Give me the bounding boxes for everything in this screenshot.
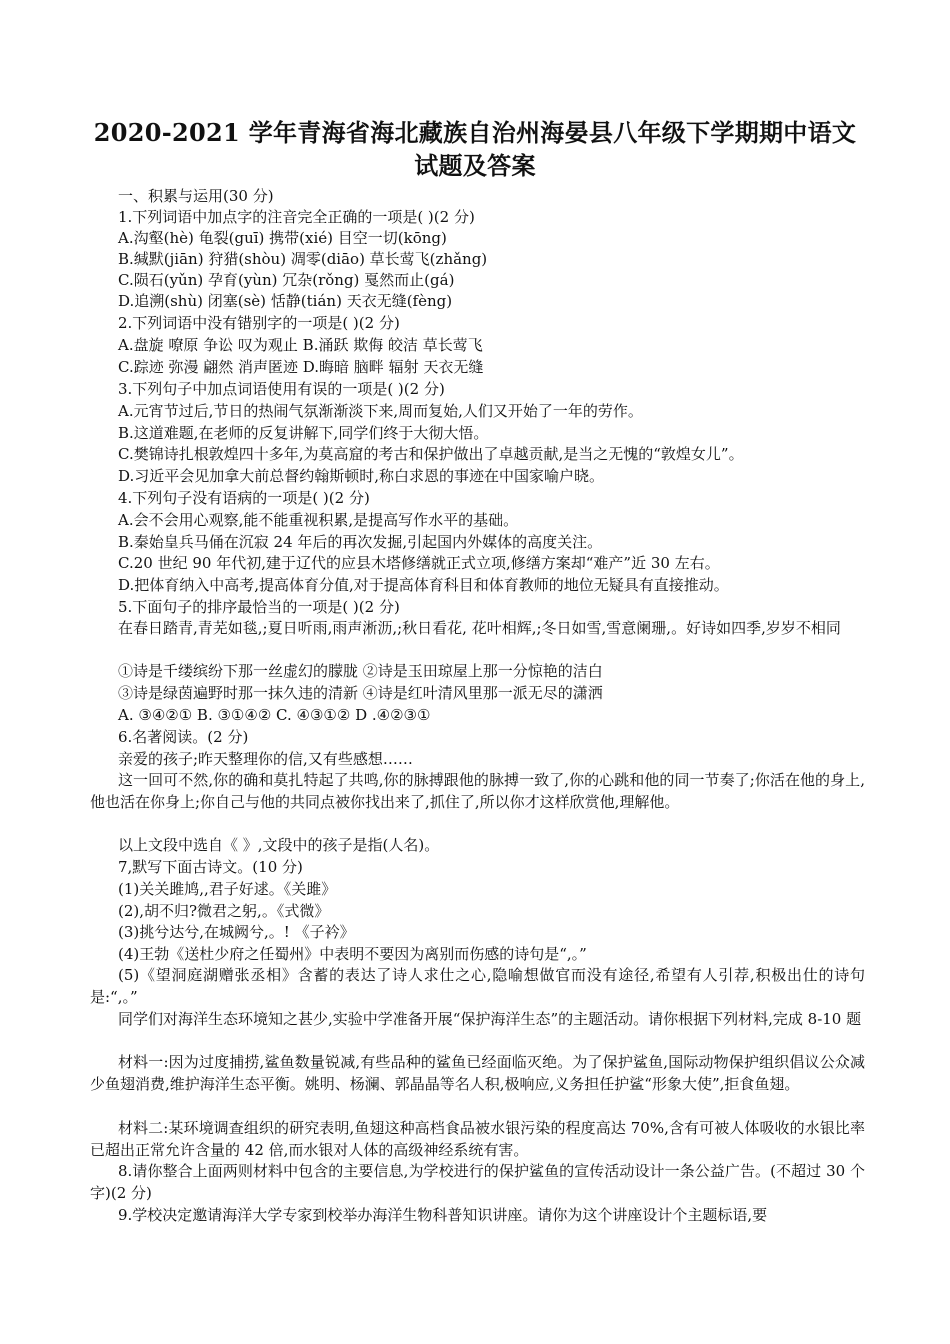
- q5-sentences-2: ③诗是绿茵遍野时那一抹久违的清新 ④诗是红叶清风里那一派无尽的潇洒: [118, 684, 603, 702]
- q4-option-b: B.秦始皇兵马俑在沉寂 24 年后的再次发掘,引起国内外媒体的高度关注。: [118, 533, 603, 551]
- material-1: 材料一:因为过度捕捞,鲨鱼数量锐减,有些品种的鲨鱼已经面临灭绝。为了保护鲨鱼,国际动物保护组织倡议公众减少鱼翅消费,维护海洋生态平衡。姚明、杨澜、郭晶晶等名人积,极响应,义务担任护鲨“形象大使”,拒食鱼翅。: [90, 1053, 865, 1093]
- title-line-1: 2020-2021 学年青海省海北藏族自治州海晏县八年级下学期期中语文: [93, 118, 857, 147]
- q5-choices: A. ③④②① B. ③①④② C. ④③①② D .④②③①: [118, 706, 431, 724]
- q3-option-a: A.元宵节过后,节日的热闹气氛渐渐淡下来,周而复始,人们又开始了一年的劳作。: [118, 402, 643, 420]
- section-heading: 一、积累与运用(30 分): [118, 187, 274, 205]
- title-line-2: 试题及答案: [414, 151, 536, 180]
- question-6: 6.名著阅读。(2 分): [118, 728, 249, 746]
- q7-item-2: (2),胡不归?微君之躬,。《式微》: [118, 902, 330, 920]
- q6-question: 以上文段中选自《 》,文段中的孩子是指(人名)。: [118, 836, 440, 854]
- q1-option-c: C.陨石(yǔn) 孕育(yùn) 冗杂(rǒng) 戛然而止(gá): [118, 271, 455, 289]
- question-5: 5.下面句子的排序最恰当的一项是( )(2 分): [118, 598, 400, 616]
- question-9: 9.学校决定邀请海洋大学专家到校举办海洋生物科普知识讲座。请你为这个讲座设计个主题标语,要: [118, 1206, 768, 1224]
- q2-options-ab: A.盘旋 嘹原 争讼 叹为观止 B.涌跃 欺侮 皎洁 草长莺飞: [118, 336, 483, 354]
- q4-option-d: D.把体育纳入中高考,提高体育分值,对于提高体育科目和体育教师的地位无疑具有直接推动。: [118, 576, 729, 594]
- question-8: 8.请你整合上面两则材料中包含的主要信息,为学校进行的保护鲨鱼的宣传活动设计一条公益广告。(不超过 30 个字)(2 分): [90, 1162, 865, 1202]
- q7-item-5: (5)《望洞庭湖赠张丞相》含蓄的表达了诗人求仕之心,隐喻想做官而没有途径,希望有人引荐,积极出仕的诗句是:“,。”: [90, 966, 865, 1006]
- materials-intro: 同学们对海洋生态环境知之甚少,实验中学准备开展“保护海洋生态”的主题活动。请你根据下列材料,完成 8-10 题: [118, 1010, 862, 1028]
- q7-item-4: (4)王勃《送杜少府之任蜀州》中表明不要因为离别而伤感的诗句是“,。”: [118, 945, 587, 963]
- q7-item-3: (3)挑兮达兮,在城阙兮,。! 《子衿》: [118, 923, 355, 941]
- q6-passage: 这一回可不然,你的确和莫扎特起了共鸣,你的脉搏跟他的脉搏一致了,你的心跳和他的同一节奏了;你活在他的身上,他也活在你身上;你自己与他的共同点被你找出来了,抓住了,所以你才这样欣赏他,理解他。: [90, 771, 865, 811]
- q6-lead: 亲爱的孩子;昨天整理你的信,又有些感想……: [118, 750, 413, 768]
- question-3: 3.下列句子中加点词语使用有误的一项是( )(2 分): [118, 380, 445, 398]
- q5-sentences-1: ①诗是千缕缤纷下那一丝虚幻的朦胧 ②诗是玉田琼屋上那一分惊艳的洁白: [118, 662, 603, 680]
- q5-passage: 在春日踏青,青芜如毯,;夏日听雨,雨声淅沥,;秋日看花, 花叶相辉,;冬日如雪,雪意阑珊,。好诗如四季,岁岁不相同: [118, 619, 841, 637]
- q3-option-c: C.樊锦诗扎根敦煌四十多年,为莫高窟的考古和保护做出了卓越贡献,是当之无愧的“敦煌女儿”。: [118, 445, 744, 463]
- question-4: 4.下列句子没有语病的一项是( )(2 分): [118, 489, 370, 507]
- question-2: 2.下列词语中没有错别字的一项是( )(2 分): [118, 314, 400, 332]
- q3-option-b: B.这道难题,在老师的反复讲解下,同学们终于大彻大悟。: [118, 424, 489, 442]
- q4-option-c: C.20 世纪 90 年代初,建于辽代的应县木塔修缮就正式立项,修缮方案却“难产”近 30 左右。: [118, 554, 720, 572]
- q3-option-d: D.习近平会见加拿大前总督约翰斯顿时,称白求恩的事迹在中国家喻户晓。: [118, 467, 605, 485]
- q2-options-cd: C.踪迹 弥漫 翩然 消声匿迹 D.晦暗 脑畔 辐射 天衣无缝: [118, 358, 484, 376]
- question-1: 1.下列词语中加点字的注音完全正确的一项是( )(2 分): [118, 208, 475, 226]
- q7-item-1: (1)关关雎鸠,,君子好逑。《关雎》: [118, 880, 337, 898]
- material-2: 材料二:某环境调查组织的研究表明,鱼翅这种高档食品被水银污染的程度高达 70%,含有可被人体吸收的水银比率已超出正常允许含量的 42 倍,而水银对人体的高级神经系统有害。: [90, 1119, 865, 1159]
- q4-option-a: A.会不会用心观察,能不能重视积累,是提高写作水平的基础。: [118, 511, 519, 529]
- q1-option-a: A.沟壑(hè) 龟裂(guī) 携带(xié) 目空一切(kōng): [118, 229, 447, 247]
- q1-option-b: B.缄默(jiān) 狩猎(shòu) 凋零(diāo) 草长莺飞(zhǎng): [118, 250, 488, 268]
- question-7: 7,默写下面古诗文。(10 分): [118, 858, 303, 876]
- q1-option-d: D.追溯(shù) 闭塞(sè) 恬静(tián) 天衣无缝(fèng): [118, 292, 453, 310]
